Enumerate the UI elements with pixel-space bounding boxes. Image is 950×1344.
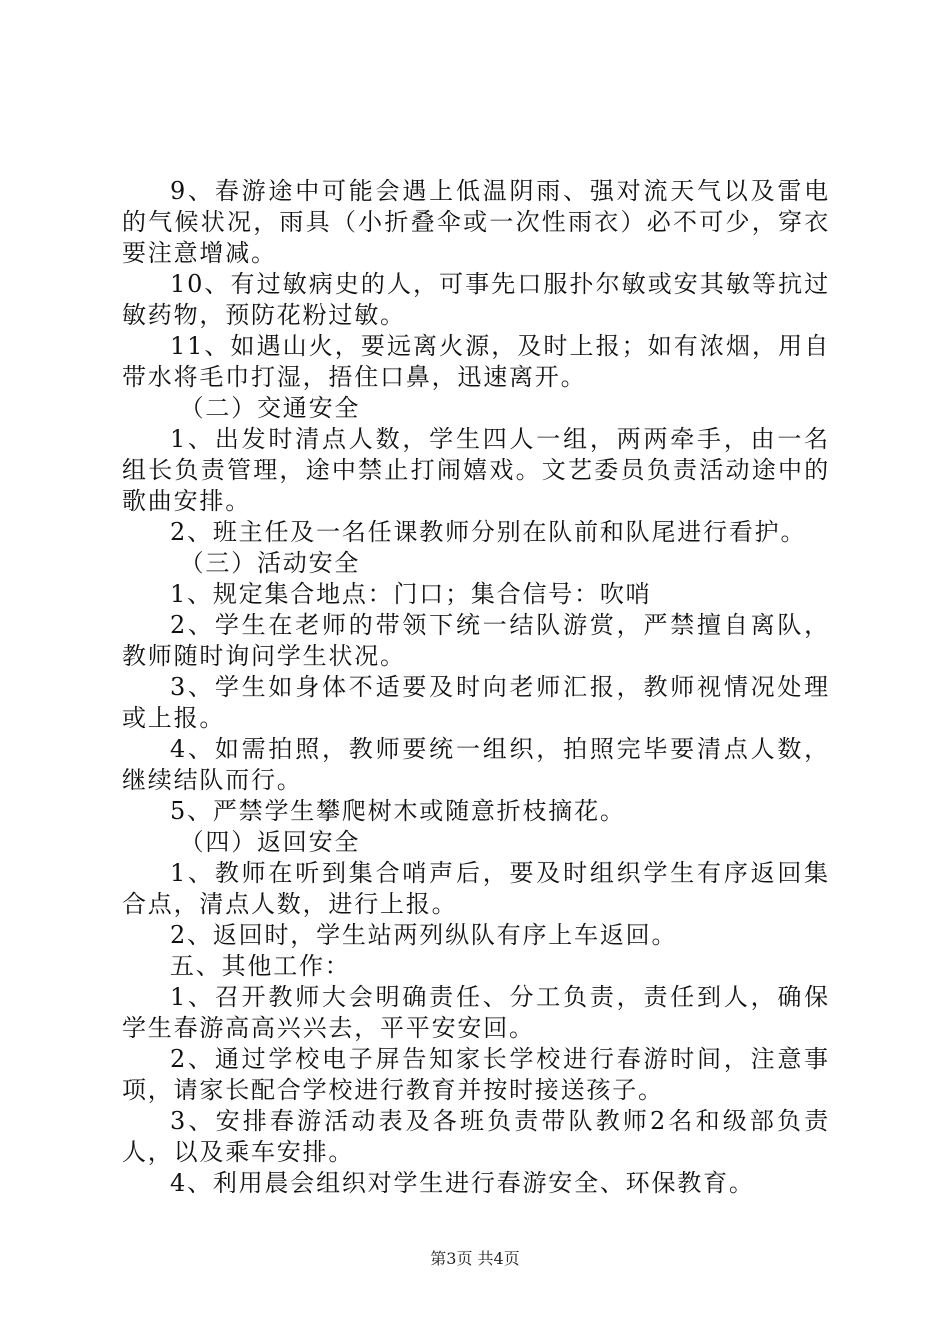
paragraph-other-2: 2、通过学校电子屏告知家长学校进行春游时间，注意事项，请家长配合学校进行教育并按时接送孩子。 — [122, 1045, 830, 1104]
section-heading-activity-safety: （三）活动安全 — [179, 549, 361, 577]
paragraph-return-1: 1、教师在听到集合哨声后，要及时组织学生有序返回集合点，清点人数，进行上报。 — [122, 859, 830, 918]
paragraph-activity-4: 4、如需拍照，教师要统一组织，拍照完毕要清点人数，继续结队而行。 — [122, 735, 830, 794]
section-heading-traffic-safety: （二）交通安全 — [179, 394, 361, 422]
document-body — [122, 176, 830, 1199]
paragraph-activity-3: 3、学生如身体不适要及时向老师汇报，教师视情况处理或上报。 — [122, 673, 830, 732]
paragraph-other-4: 4、利用晨会组织对学生进行春游安全、环保教育。 — [170, 1169, 755, 1197]
paragraph-other-1: 1、召开教师大会明确责任、分工负责，责任到人，确保学生春游高高兴兴去，平平安安回。 — [122, 983, 830, 1042]
paragraph-traffic-2: 2、班主任及一名任课教师分别在队前和队尾进行看护。 — [170, 518, 807, 546]
paragraph-item-11: 11、如遇山火，要远离火源，及时上报；如有浓烟，用自带水将毛巾打湿，捂住口鼻，迅速离开。 — [122, 332, 830, 391]
page-footer: 第3页 共4页 — [430, 1249, 520, 1268]
paragraph-activity-5: 5、严禁学生攀爬树木或随意折枝摘花。 — [170, 797, 626, 825]
paragraph-item-10: 10、有过敏病史的人，可事先口服扑尔敏或安其敏等抗过敏药物，预防花粉过敏。 — [122, 270, 830, 329]
paragraph-activity-2: 2、学生在老师的带领下统一结队游赏，严禁擅自离队，教师随时询问学生状况。 — [122, 611, 830, 670]
paragraph-item-9: 9、春游途中可能会遇上低温阴雨、强对流天气以及雷电的气候状况，雨具（小折叠伞或一次性雨衣）必不可少，穿衣要注意增减。 — [122, 177, 830, 267]
paragraph-return-2: 2、返回时，学生站两列纵队有序上车返回。 — [170, 921, 678, 949]
paragraph-other-3: 3、安排春游活动表及各班负责带队教师2名和级部负责人，以及乘车安排。 — [122, 1107, 830, 1166]
section-heading-return-safety: （四）返回安全 — [179, 828, 361, 856]
paragraph-activity-1: 1、规定集合地点：门口；集合信号：吹哨 — [170, 580, 652, 608]
paragraph-traffic-1: 1、出发时清点人数，学生四人一组，两两牵手，由一名组长负责管理，途中禁止打闹嬉戏。文艺委员负责活动途中的歌曲安排。 — [122, 425, 830, 515]
section-heading-other-work: 五、其他工作： — [170, 952, 351, 980]
